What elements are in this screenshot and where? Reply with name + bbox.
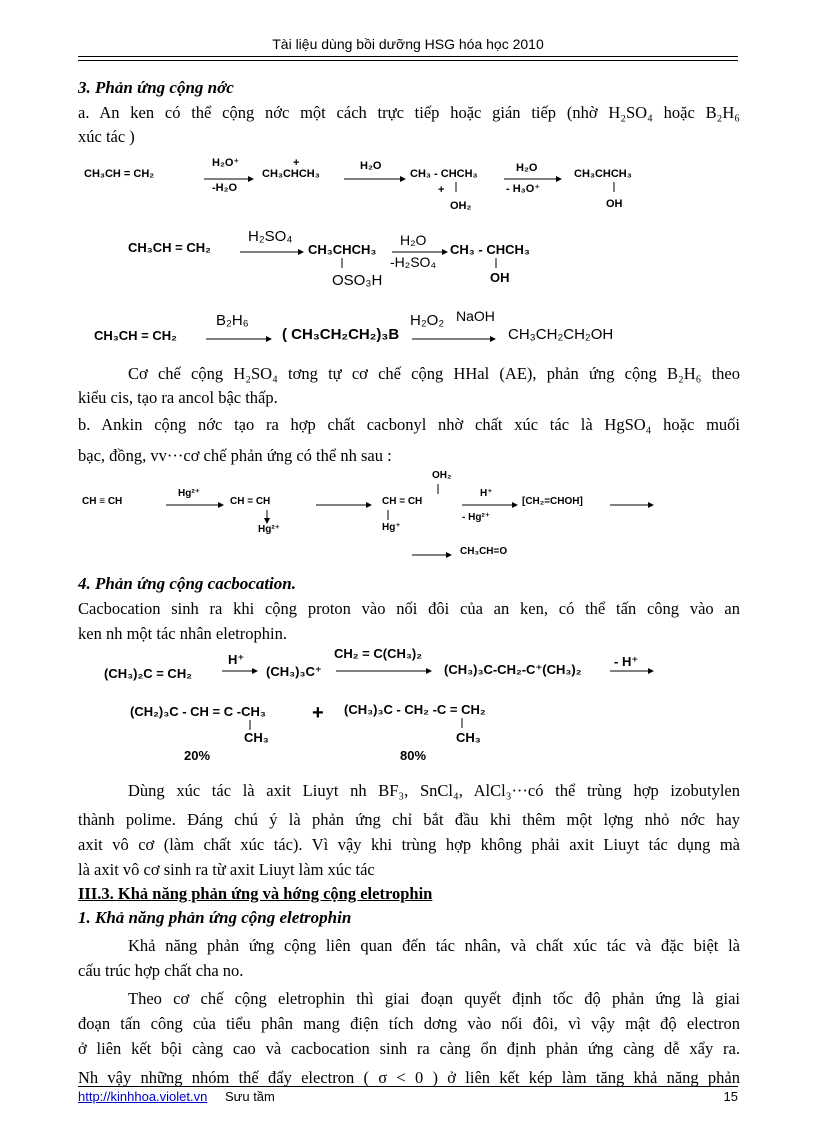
- eq4-reactant: CH ≡ CH: [82, 496, 123, 507]
- equation-3: [94, 308, 654, 352]
- eq6-product-2: (CH₃)₃C - CH₂ -C = CH₂: [344, 702, 486, 717]
- eq3-arrow-1: [206, 336, 272, 342]
- eq3-product: CH₃CH₂CH₂OH: [508, 326, 614, 343]
- eq5-cond-1: H⁺: [228, 652, 245, 667]
- header-rule: [78, 56, 738, 61]
- eq4-intermediate-1: CH = CH: [230, 496, 271, 507]
- eq3-reactant: CH₃CH = CH₂: [94, 328, 177, 343]
- eq1-reactant: CH₃CH = CH₂: [84, 168, 155, 180]
- para-mechanism-line1: Cơ chế cộng H₂SO₄ tơng tự cơ chế cộng HHal (AE), phản ứng cộng B₂H₆ theo: [128, 364, 740, 383]
- lewis-acid-para-line1: Dùng xúc tác là axit Liuyt nh BF₃, SnCl₄, AlCl₃···có thể trùng hợp izobutylen: [128, 781, 740, 800]
- lewis-acid-para-line4: là axit vô cơ sinh ra từ axit Liuyt làm xúc tác: [78, 860, 375, 879]
- eq5-cond-3: - H⁺: [614, 654, 639, 669]
- eq2-reactant: CH₃CH = CH₂: [128, 240, 211, 255]
- eq5-arrow-3: [610, 668, 654, 674]
- eq2-bond-2: [494, 258, 498, 270]
- eq2-cond: H₂SO₄: [248, 228, 293, 245]
- eq4-cond-3: - Hg²⁺: [462, 512, 491, 523]
- eq2-arrow-1: [240, 249, 304, 255]
- equation-1: [84, 154, 734, 224]
- heading-addition-water: 3. Phản ứng cộng nớc: [78, 78, 234, 97]
- para-b-line2: bạc, đồng, vv···cơ chế phản ứng có thể nh sau :: [78, 446, 392, 465]
- eq4-intermediate-2: CH = CH: [382, 496, 423, 507]
- para-a-line2: xúc tác ): [78, 127, 135, 146]
- eq5-arrow-2: [336, 668, 432, 674]
- eq5-cond-2: CH₂ = C(CH₃)₂: [334, 646, 422, 661]
- reactivity-p2-line2: đoạn tấn công của tiểu phân mang điện tích dơng vào nối đôi, vì vậy mật độ electron: [78, 1014, 740, 1033]
- reactivity-p1-line2: cấu trúc hợp chất cha no.: [78, 961, 244, 980]
- eq5-dimer-cation: (CH₃)₃C-CH₂-C⁺(CH₃)₂: [444, 662, 582, 677]
- page-footer: [78, 1086, 738, 1104]
- eq2-cond-2: H₂O: [400, 232, 427, 248]
- heading-carbocation-addition: 4. Phản ứng cộng cacbocation.: [78, 574, 296, 593]
- heading-iii3: III.3. Khả năng phản ứng và hớng cộng eletrophin: [78, 884, 433, 903]
- eq5-arrow-1: [222, 668, 258, 674]
- eq2-product: CH₃ - CHCH₃: [450, 242, 530, 257]
- carbocation-para-line2: ken nh một tác nhân eletrophin.: [78, 624, 287, 643]
- reactivity-p2-line3: ở liên kết bội càng cao và cacbocation sinh ra càng ổn định phản ứng càng dễ xẩy ra.: [78, 1039, 740, 1058]
- eq4-hg-2: Hg⁺: [382, 522, 401, 533]
- eq1-bond-2: [612, 182, 616, 194]
- equation-5: [104, 646, 664, 686]
- eq6-product-1: (CH₂)₃C - CH = C -CH₃: [130, 704, 266, 719]
- reactivity-p2-line4: Nh vậy những nhóm thế đẩy electron ( σ < 0 ) ở liên kết kép làm tăng khả năng phản: [78, 1068, 740, 1087]
- eq1-bond-1: [454, 182, 458, 194]
- page-header: Tài liệu dùng bồi dưỡng HSG hóa học 2010: [272, 36, 544, 52]
- eq6-bond-1: [248, 720, 252, 730]
- eq6-methyl-1: CH₃: [244, 730, 269, 745]
- eq2-oso3h: OSO₃H: [332, 272, 383, 289]
- eq5-reactant: (CH₃)₂C = CH₂: [104, 666, 192, 681]
- eq4-bond-3: [386, 510, 390, 520]
- footer-source-link[interactable]: http://kinhhoa.violet.vn: [78, 1089, 208, 1104]
- lewis-acid-para-line3: axit vô cơ (làm chất xúc tác). Vì vậy khi trùng hợp không phải axit Liuyt tác dụng mà: [78, 835, 740, 854]
- eq3-arrow-2: [412, 336, 496, 342]
- eq1-oh2: OH₂: [450, 200, 472, 212]
- heading-reactivity: 1. Khả năng phản ứng cộng eletrophin: [78, 908, 352, 927]
- eq6-yield-2: 80%: [400, 748, 427, 763]
- lewis-acid-para-line2: thành polime. Đáng chú ý là phản ứng chỉ bắt đầu khi thêm một lợng nhỏ nớc hay: [78, 810, 740, 829]
- eq1-arrow-1: [204, 176, 254, 182]
- eq4-arrow-3: [462, 502, 518, 508]
- reactivity-p2-line1: Theo cơ chế cộng eletrophin thì giai đoạn quyết định tốc độ phản ứng là giai: [128, 989, 740, 1008]
- eq4-enol: [CH₂=CHOH]: [522, 496, 583, 507]
- eq4-cond-2: H⁺: [480, 488, 493, 499]
- eq2-bond-1: [340, 258, 344, 270]
- eq1-cond-3: H₂O: [516, 162, 538, 174]
- eq1-cond-bottom: -H₂O: [212, 182, 238, 194]
- eq1-cond-4: - H₃O⁺: [506, 183, 541, 195]
- carbocation-para-line1: Cacbocation sinh ra khi cộng proton vào nối đôi của an ken, có thể tấn công vào an: [78, 599, 740, 618]
- eq3-cond-3: NaOH: [456, 308, 495, 324]
- eq1-product: CH₃CHCH₃: [574, 168, 632, 180]
- eq4-oh2: OH₂: [432, 470, 452, 481]
- eq4-product: CH₃CH=O: [460, 546, 508, 557]
- eq4-bond-2: [436, 484, 440, 494]
- eq1-arrow-2: [344, 176, 406, 182]
- eq6-plus: +: [312, 702, 324, 724]
- eq1-intermediate-1: CH₃CHCH₃: [262, 168, 320, 180]
- eq1-cond-2: H₂O: [360, 160, 382, 172]
- reactivity-p1-line1: Khả năng phản ứng cộng liên quan đến tác nhân, và chất xúc tác và đặc biệt là: [128, 936, 740, 955]
- eq2-cond-3: -H₂SO₄: [390, 254, 437, 270]
- eq2-oh: OH: [490, 270, 510, 285]
- equation-6: [130, 700, 530, 766]
- para-a-line1: a. An ken có thể cộng nớc một cách trực tiếp hoặc gián tiếp (nhờ H₂SO₄ hoặc B₂H₆: [78, 103, 740, 122]
- eq1-oh: OH: [606, 198, 623, 210]
- eq4-cond-1: Hg²⁺: [178, 488, 200, 499]
- eq4-bond-1: [264, 510, 270, 524]
- eq4-arrow-4: [610, 502, 654, 508]
- eq4-arrow-5: [412, 552, 452, 558]
- eq4-hg-1: Hg²⁺: [258, 524, 280, 535]
- eq1-plus-charge: +: [293, 157, 300, 169]
- page-number: 15: [723, 1089, 738, 1104]
- eq6-yield-1: 20%: [184, 748, 211, 763]
- eq6-methyl-2: CH₃: [456, 730, 481, 745]
- eq3-borane: ( CH₃CH₂CH₂)₃B: [282, 326, 400, 343]
- para-b-line1: b. Ankin cộng nớc tạo ra hợp chất cacbonyl nhờ chất xúc tác là HgSO₄ hoặc muối: [78, 415, 740, 434]
- eq6-bond-2: [460, 718, 464, 728]
- footer-credit: Sưu tầm: [224, 1089, 275, 1104]
- eq1-intermediate-2: CH₃ - CHCH₃: [410, 168, 478, 180]
- equation-2: [128, 228, 628, 298]
- eq1-cond-top: H₂O⁺: [212, 157, 240, 169]
- eq5-cation: (CH₃)₃C⁺: [266, 664, 322, 679]
- eq4-arrow-2: [316, 502, 372, 508]
- eq3-cond-2: H₂O₂: [410, 312, 445, 329]
- para-mechanism-line2: kiểu cis, tạo ra ancol bậc thấp.: [78, 388, 278, 407]
- eq1-plus-charge-2: +: [438, 184, 445, 196]
- eq3-cond: B₂H₆: [216, 312, 249, 329]
- eq2-intermediate: CH₃CHCH₃: [308, 242, 377, 257]
- eq4-arrow-1: [166, 502, 224, 508]
- equation-4: [82, 466, 662, 562]
